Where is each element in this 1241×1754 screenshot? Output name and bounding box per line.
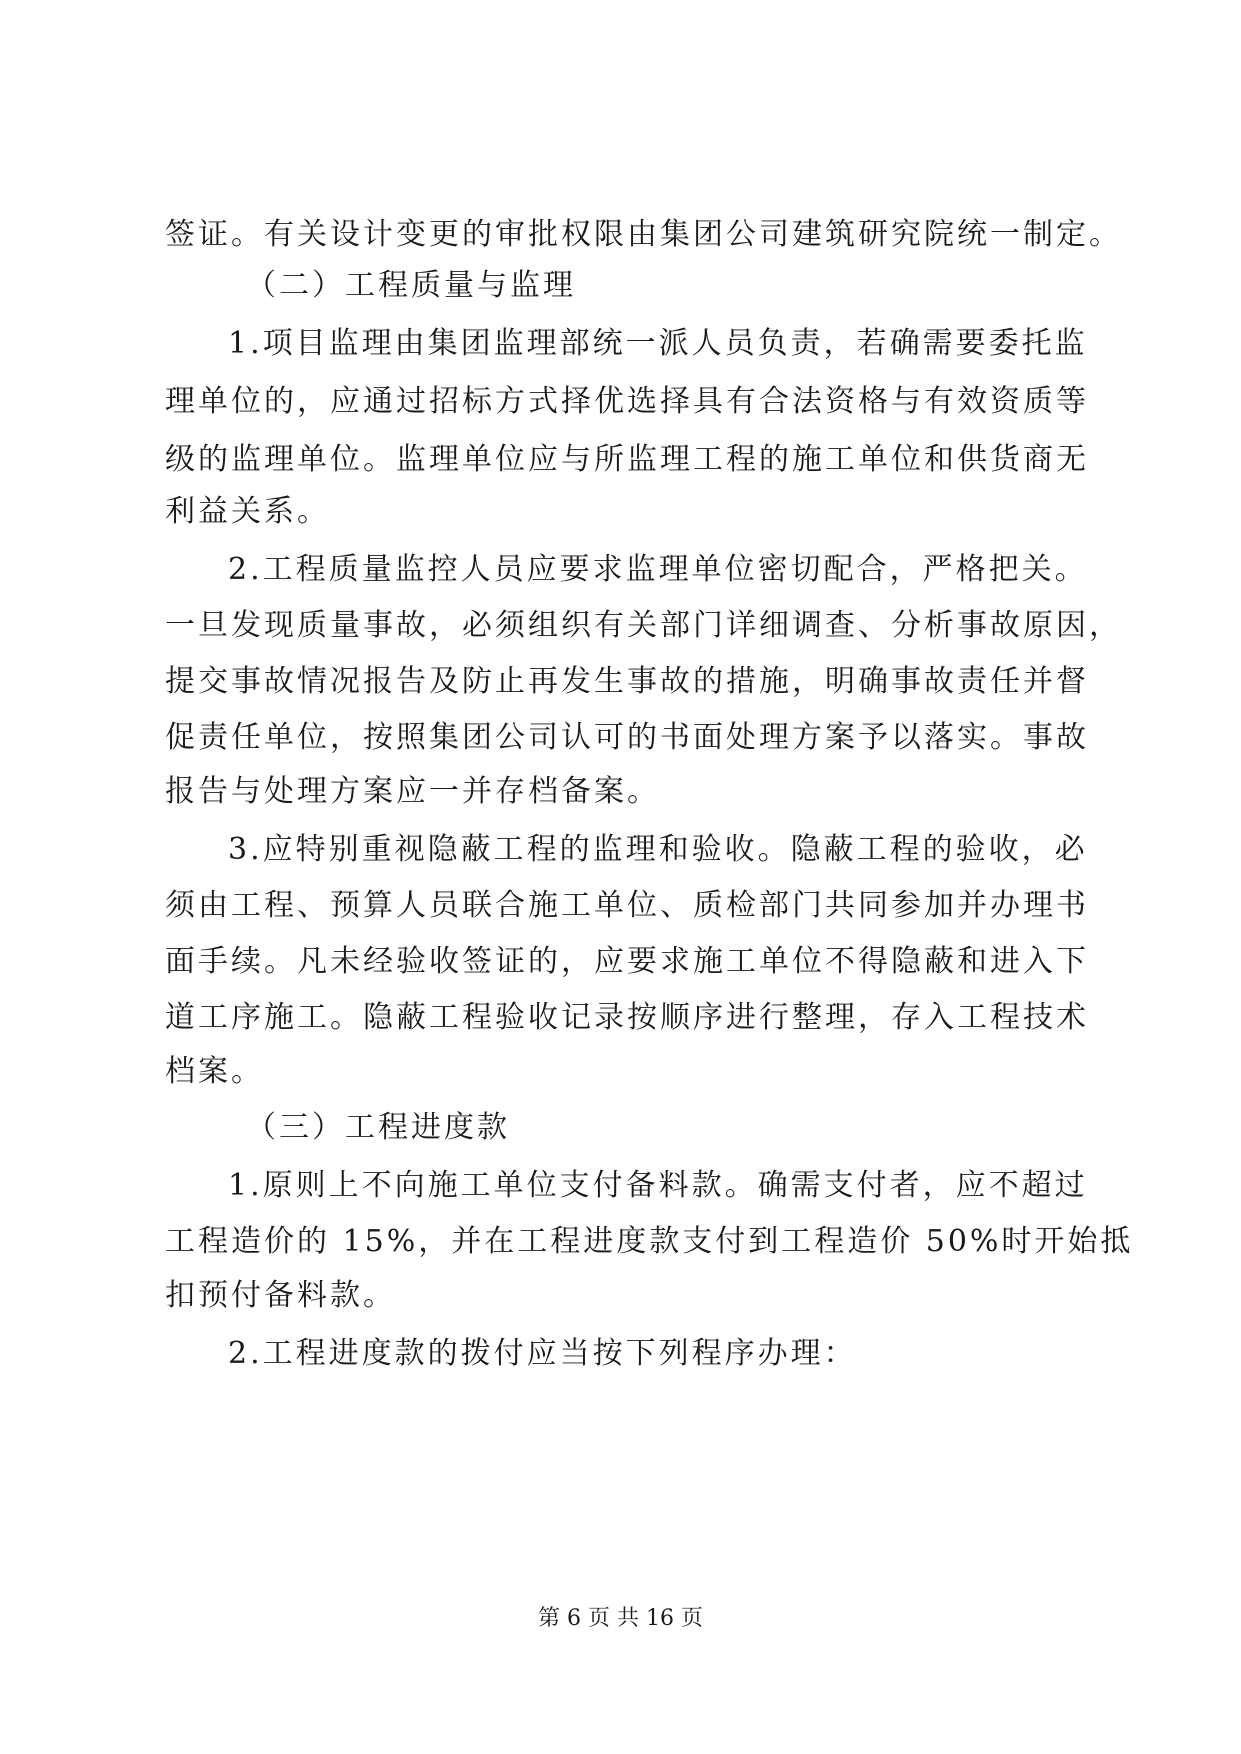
body-text-line: 3.应特别重视隐蔽工程的监理和验收。隐蔽工程的验收，必 [228, 832, 1088, 867]
body-text-line: 促责任单位，按照集团公司认可的书面处理方案予以落实。事故 [165, 720, 1089, 755]
body-text-line: 利益关系。 [165, 494, 330, 529]
body-text-line: 提交事故情况报告及防止再发生事故的措施，明确事故责任并督 [165, 664, 1089, 699]
body-text-line: 2.工程进度款的拨付应当按下列程序办理： [228, 1336, 857, 1371]
body-text-line: 级的监理单位。监理单位应与所监理工程的施工单位和供货商无 [165, 442, 1089, 477]
body-text-line: 须由工程、预算人员联合施工单位、质检部门共同参加并办理书 [165, 888, 1089, 923]
body-text-line: 扣预付备料款。 [165, 1278, 396, 1313]
body-text-line: 面手续。凡未经验收签证的，应要求施工单位不得隐蔽和进入下 [165, 944, 1089, 979]
section-heading: （三）工程进度款 [246, 1110, 510, 1145]
body-text-line: 工程造价的 15%，并在工程进度款支付到工程造价 50%时开始抵 [165, 1224, 1134, 1259]
section-heading: （二）工程质量与监理 [246, 268, 576, 303]
page-number-footer: 第 6 页 共 16 页 [538, 1606, 703, 1631]
body-text-line: 报告与处理方案应一并存档备案。 [165, 774, 660, 809]
body-text-line: 1.项目监理由集团监理部统一派人员负责，若确需要委托监 [228, 326, 1088, 361]
body-text-line: 道工序施工。隐蔽工程验收记录按顺序进行整理，存入工程技术 [165, 1000, 1089, 1035]
body-text-line: 理单位的，应通过招标方式择优选择具有合法资格与有效资质等 [165, 384, 1089, 419]
body-text-line: 签证。有关设计变更的审批权限由集团公司建筑研究院统一制定。 [165, 217, 1122, 252]
body-text-line: 1.原则上不向施工单位支付备料款。确需支付者，应不超过 [228, 1168, 1088, 1203]
body-text-line: 2.工程质量监控人员应要求监理单位密切配合，严格把关。 [228, 552, 1088, 587]
body-text-line: 档案。 [165, 1054, 264, 1089]
body-text-line: 一旦发现质量事故，必须组织有关部门详细调查、分析事故原因， [165, 608, 1122, 643]
